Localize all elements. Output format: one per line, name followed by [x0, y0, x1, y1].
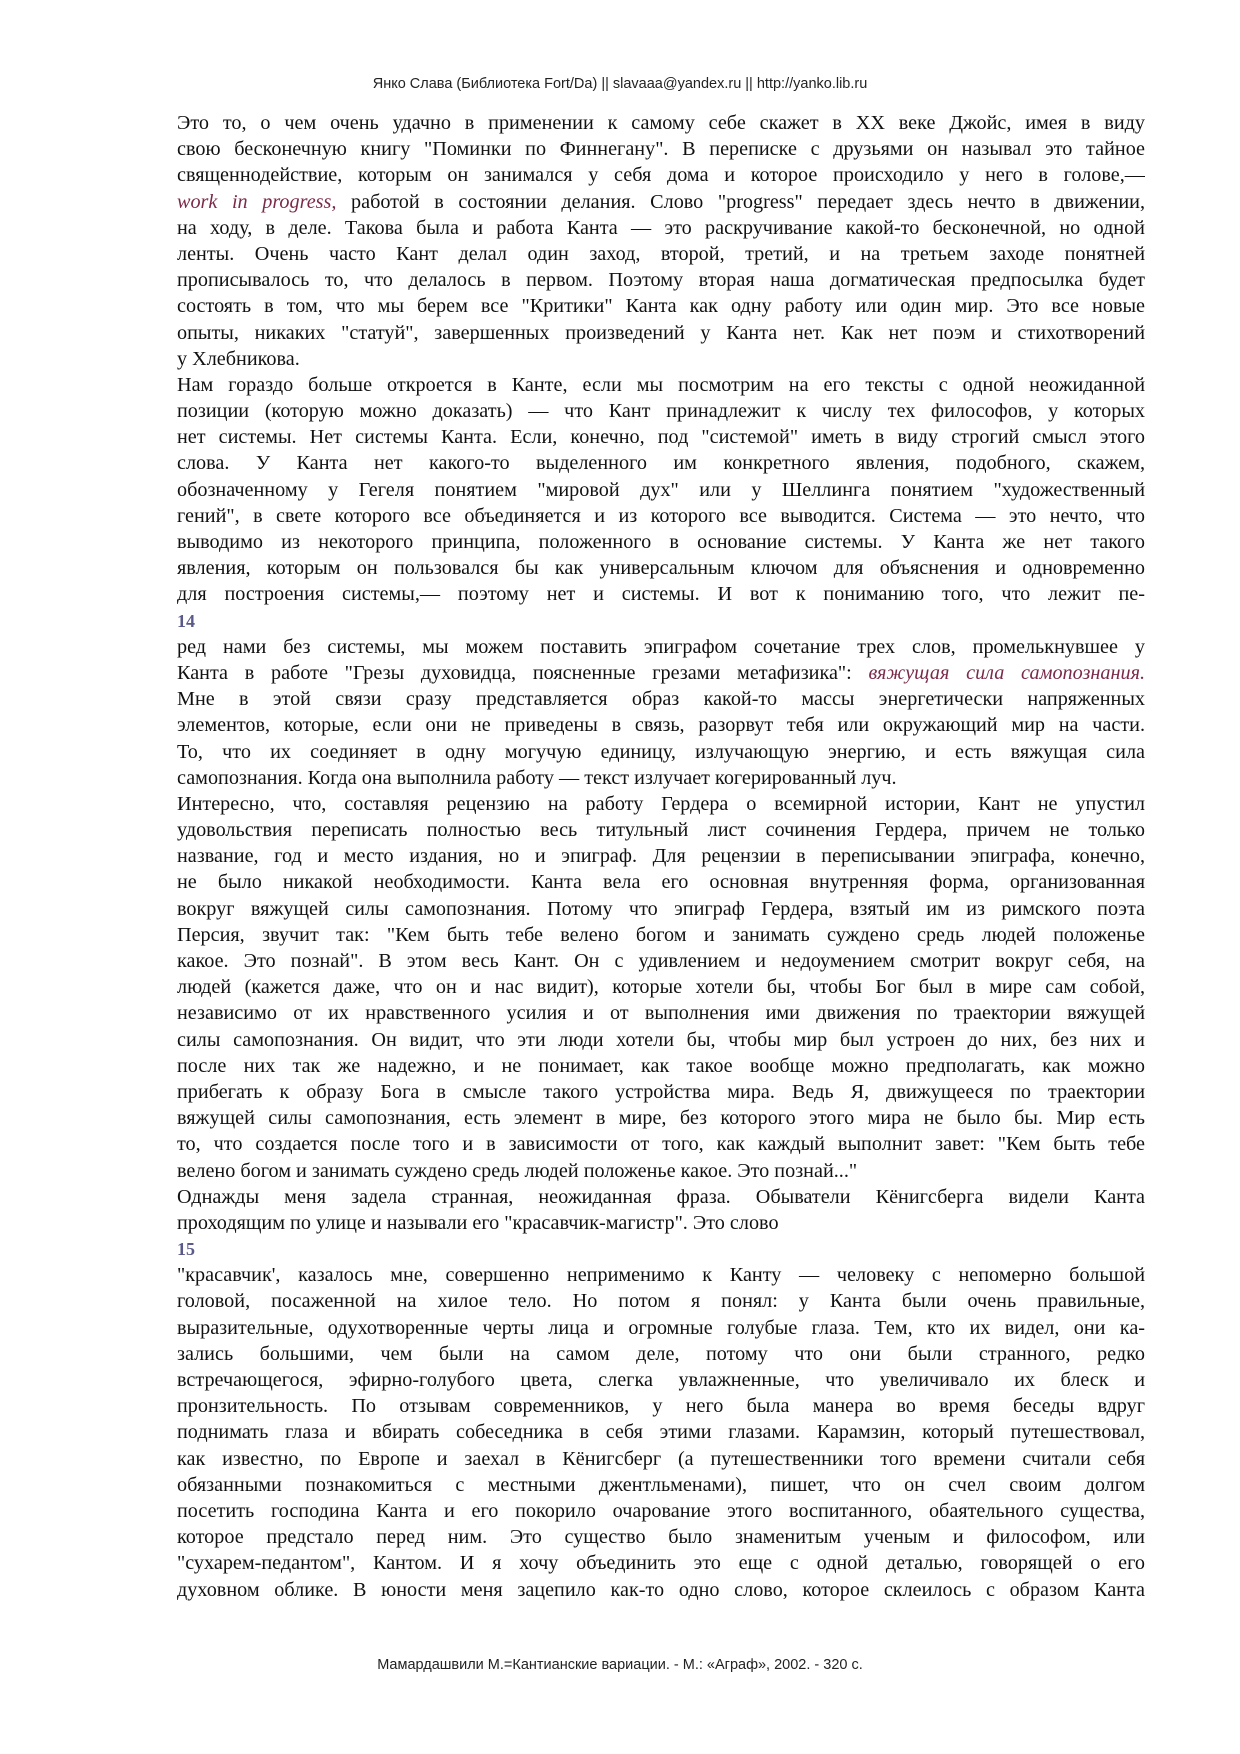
page-number-14: 14	[177, 610, 195, 631]
text-fragment: Канта в работе "Грезы духовидца, поясненные грезами метафизика":	[177, 661, 869, 684]
text-line: встречающегося, эфирно-голубого цвета, слегка увлажненные, что увеличивало их блеск и	[177, 1369, 1145, 1391]
text-fragment: работой в состоянии делания. Слово "progress" передает здесь нечто в движении,	[336, 190, 1145, 213]
text-line: велено богом и занимать суждено средь людей положенье какое. Это познай..."	[177, 1159, 858, 1182]
text-line: Мне в этой связи сразу представляется образ какой-то массы энергетически напряженных	[177, 688, 1145, 711]
text-line: Это то, о чем очень удачно в применении к самому себе скажет в XX веке Джойс, имея в виду	[177, 112, 1145, 134]
text-line: то, что создается после того и в зависимости от того, как каждый выполнит завет: "Кем быть тебе	[177, 1133, 1145, 1156]
text-line: обозначенному у Гегеля понятием "мировой дух" или у Шеллинга понятием "художественный	[177, 478, 1145, 501]
text-line: пронзительность. По отзывам современников, у него была манера во время беседы вдруг	[177, 1395, 1145, 1418]
text-line: опыты, никаких "статуй", завершенных произведений у Канта нет. Как нет поэм и стихотворений	[177, 321, 1145, 344]
text-line: "сухарем-педантом", Кантом. И я хочу объединить это еще с одной деталью, говорящей о его	[177, 1552, 1145, 1575]
text-line: "красавчик', казалось мне, совершенно неприменимо к Канту — человеку с непомерно большой	[177, 1264, 1145, 1287]
text-line: у Хлебникова.	[177, 347, 300, 370]
text-line: посетить господина Канта и его покорило очарование этого воспитанного, обаятельного существа,	[177, 1499, 1145, 1522]
text-line: явления, которым он пользовался бы как универсальным ключом для объяснения и одновременно	[177, 557, 1145, 580]
text-line: людей (кажется даже, что он и нас видит), которые хотели бы, чтобы Бог был в мире сам собой,	[177, 976, 1145, 999]
text-line: Нам гораздо больше откроется в Канте, если мы посмотрим на его тексты с одной неожиданной	[177, 373, 1145, 396]
text-line: зались большими, чем были на самом деле, потому что они были странного, редко	[177, 1342, 1145, 1365]
text-line: выводимо из некоторого принципа, положенного в основание системы. У Канта же нет такого	[177, 531, 1145, 553]
page-footer: Мамардашвили М.=Кантианские вариации. - М.: «Аграф», 2002. - 320 с.	[377, 1657, 863, 1673]
text-line: самопознания. Когда она выполнила работу — текст излучает когерированный луч.	[177, 766, 897, 789]
text-line: Однажды меня задела странная, неожиданная фраза. Обыватели Кёнигсберга видели Канта	[177, 1185, 1145, 1208]
text-line: элементов, которые, если они не приведены в связь, разорвут тебя или окружающий мир на части.	[177, 714, 1145, 737]
text-line: позиции (которую можно доказать) — что Кант принадлежит к числу тех философов, у которых	[177, 400, 1145, 423]
text-line: какое. Это познай". В этом весь Кант. Он с удивлением и недоумением смотрит вокруг себя, на	[177, 950, 1145, 972]
emphasis-binding-force: вяжущая сила самопознания.	[868, 661, 1145, 684]
document-body	[177, 110, 1145, 1603]
text-line: прибегать к образу Бога в смысле такого устройства мира. Ведь Я, движущееся по траектории	[177, 1080, 1145, 1103]
text-line	[177, 189, 1145, 215]
text-line: на ходу, в деле. Такова была и работа Канта — это раскручивание какой-то бесконечной, но одной	[177, 216, 1145, 239]
text-line: поднимать глаза и вбирать собеседника в себя этими глазами. Карамзин, который путешествовал,	[177, 1421, 1145, 1444]
text-line: Интересно, что, составляя рецензию на работу Гердера о всемирной истории, Кант не упустил	[177, 792, 1145, 815]
text-line: выразительные, одухотворенные черты лица и огромные голубые глаза. Тем, кто их видел, они ка-	[177, 1316, 1145, 1339]
text-line: ред нами без системы, мы можем поставить эпиграфом сочетание трех слов, промелькнувшее у	[177, 635, 1145, 658]
text-line: независимо от их нравственного усилия и от выполнения ими движения по траектории вяжущей	[177, 1002, 1145, 1025]
text-line: обязанными познакомиться с местными джентльменами), пишет, что он счел своим долгом	[177, 1473, 1145, 1496]
page-header: Янко Слава (Библиотека Fort/Da) || slavaaa@yandex.ru || http://yanko.lib.ru	[372, 76, 868, 92]
text-line: ленты. Очень часто Кант делал один заход, второй, третий, и на третьем заходе понятней	[177, 242, 1145, 265]
text-line: для построения системы,— поэтому нет и системы. И вот к пониманию того, что лежит пе-	[177, 583, 1145, 606]
text-line: То, что их соединяет в одну могучую единицу, излучающую энергию, и есть вяжущая сила	[177, 740, 1145, 763]
text-line: гений", в свете которого все объединяется и из которого все выводится. Система — это нечто, что	[177, 504, 1145, 527]
text-line: название, год и место издания, но и эпиграф. Для рецензии в переписывании эпиграфа, конечно,	[177, 845, 1145, 868]
text-line: нет системы. Нет системы Канта. Если, конечно, под "системой" иметь в виду строгий смысл этого	[177, 426, 1145, 449]
emphasis-work-in-progress: work in progress,	[177, 190, 337, 213]
text-line: прописывалось то, что делалось в первом. Поэтому вторая наша догматическая предпосылка будет	[177, 269, 1145, 292]
text-line	[177, 660, 1145, 686]
text-line: проходящим по улице и называли его "красавчик-магистр". Это слово	[177, 1211, 779, 1234]
text-line: священнодействие, которым он занимался у себя дома и которое происходило у него в голове,—	[177, 164, 1145, 187]
text-line: головой, посаженной на хилое тело. Но потом я понял: у Канта были очень правильные,	[177, 1290, 1145, 1313]
text-line: Персия, звучит так: "Кем быть тебе велено богом и занимать суждено средь людей положенье	[177, 923, 1145, 946]
text-line: не было никакой необходимости. Канта вела его основная внутренняя форма, организованная	[177, 871, 1145, 894]
text-line: слова. У Канта нет какого-то выделенного им конкретного явления, подобного, скажем,	[177, 452, 1145, 475]
text-line: как известно, по Европе и заехал в Кёнигсберг (а путешественники того времени считали себя	[177, 1447, 1145, 1470]
text-line: силы самопознания. Он видит, что эти люди хотели бы, чтобы мир был устроен до них, без них и	[177, 1028, 1145, 1051]
text-line: после них так же надежно, и не понимает, как такое вообще можно предполагать, как можно	[177, 1054, 1145, 1077]
text-line: духовном облике. В юности меня зацепило как-то одно слово, которое склеилось с образом Канта	[177, 1578, 1145, 1601]
text-line: вяжущей силы самопознания, есть элемент в мире, без которого этого мира не было бы. Мир есть	[177, 1107, 1145, 1130]
page-number-15: 15	[177, 1239, 195, 1260]
text-line: вокруг вяжущей силы самопознания. Потому что эпиграф Гердера, взятый им из римского поэта	[177, 897, 1145, 920]
text-line: удовольствия переписать полностью весь титульный лист сочинения Гердера, причем не только	[177, 819, 1145, 842]
text-line: свою бесконечную книгу "Поминки по Финнегану". В переписке с друзьями он называл это тайное	[177, 138, 1145, 161]
text-line: которое предстало перед ним. Это существо было знаменитым ученым и философом, или	[177, 1526, 1145, 1549]
text-line: состоять в том, что мы берем все "Критики" Канта как одну работу или один мир. Это все новые	[177, 295, 1145, 318]
